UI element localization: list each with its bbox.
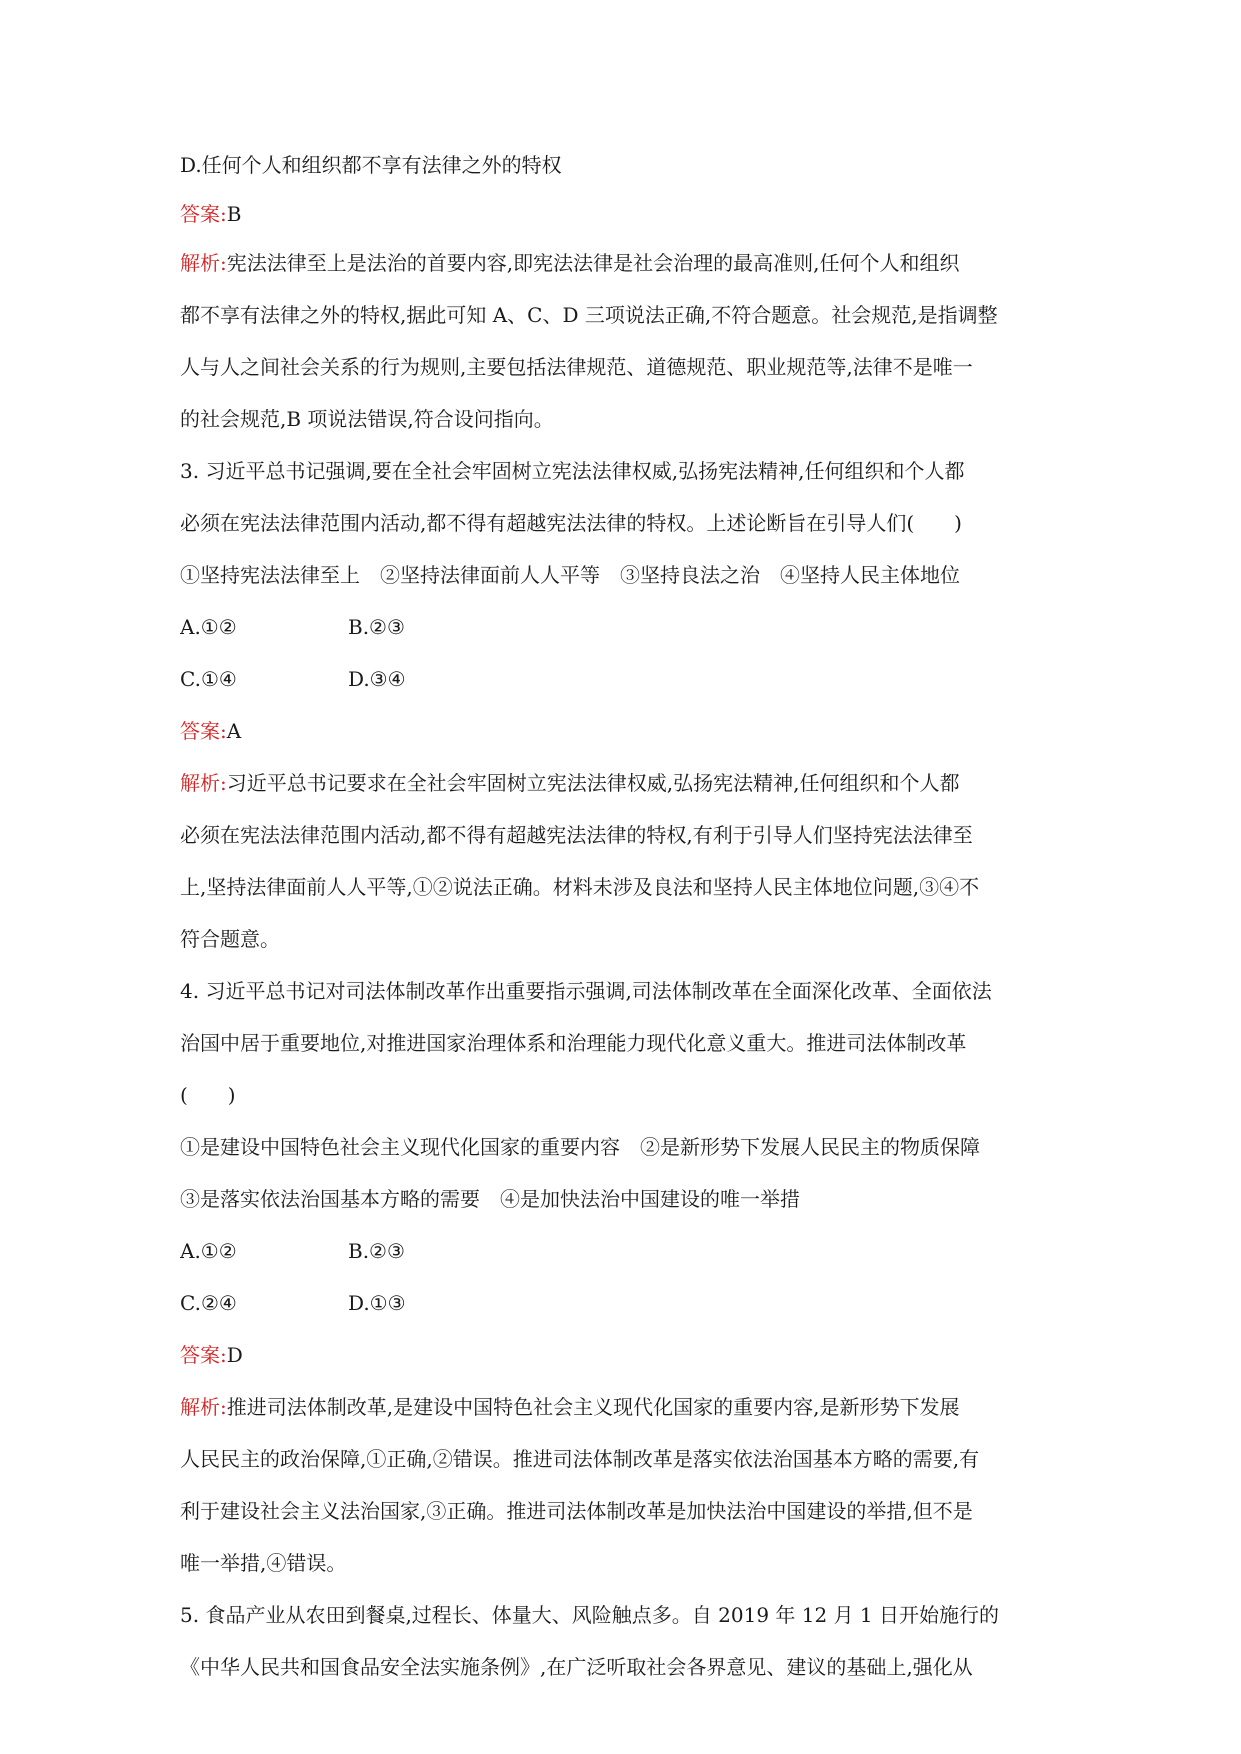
q2-analysis-line: 人与人之间社会关系的行为规则,主要包括法律规范、道德规范、职业规范等,法律不是唯一 [180, 355, 973, 379]
q5-stem-line: 《中华人民共和国食品安全法实施条例》,在广泛听取社会各界意见、建议的基础上,强化从 [180, 1655, 973, 1679]
q4-analysis-line: 唯一举措,④错误。 [180, 1551, 347, 1575]
q3-analysis-line: 上,坚持法律面前人人平等,①②说法正确。材料未涉及良法和坚持人民主体地位问题,③④不 [180, 875, 980, 899]
q4-option-a: A.①② [180, 1239, 237, 1263]
q4-options-row [180, 1288, 1080, 1318]
answer-value: B [226, 202, 242, 226]
q4-answer [180, 1340, 1080, 1370]
q3-stem-line: 必须在宪法法律范围内活动,都不得有超越宪法法律的特权。上述论断旨在引导人们( ) [180, 511, 962, 535]
q3-analysis-line: 解析:习近平总书记要求在全社会牢固树立宪法法律权威,弘扬宪法精神,任何组织和个人都 [180, 771, 960, 795]
q2-option-d: D.任何个人和组织都不享有法律之外的特权 [180, 153, 562, 177]
analysis-label: 解析: [180, 251, 227, 275]
answer-label: 答案: [180, 719, 227, 743]
q3-option-b: B.②③ [348, 615, 405, 639]
q2-analysis-line: 都不享有法律之外的特权,据此可知 A、C、D 三项说法正确,不符合题意。社会规范,是指调整 [180, 303, 998, 327]
q3-analysis-line: 必须在宪法法律范围内活动,都不得有超越宪法法律的特权,有利于引导人们坚持宪法法律至 [180, 823, 973, 847]
q4-analysis-line: 解析:推进司法体制改革,是建设中国特色社会主义现代化国家的重要内容,是新形势下发展 [180, 1395, 960, 1419]
answer-label: 答案: [180, 1343, 227, 1367]
q3-option-d: D.③④ [348, 667, 406, 691]
q2-analysis-line: 解析:宪法法律至上是法治的首要内容,即宪法法律是社会治理的最高准则,任何个人和组织 [180, 251, 960, 275]
answer-value: D [226, 1343, 243, 1367]
q3-statements: ①坚持宪法法律至上 ②坚持法律面前人人平等 ③坚持良法之治 ④坚持人民主体地位 [180, 563, 960, 587]
analysis-label: 解析: [180, 771, 227, 795]
q4-statement-line: ①是建设中国特色社会主义现代化国家的重要内容 ②是新形势下发展人民民主的物质保障 [180, 1135, 980, 1159]
answer-label: 答案: [180, 202, 227, 226]
document-content [180, 150, 1080, 1682]
q4-stem-line: 治国中居于重要地位,对推进国家治理体系和治理能力现代化意义重大。推进司法体制改革 [180, 1031, 967, 1055]
analysis-label: 解析: [180, 1395, 227, 1419]
q4-stem-line: ( ) [180, 1083, 236, 1107]
q4-analysis-line: 人民民主的政治保障,①正确,②错误。推进司法体制改革是落实依法治国基本方略的需要,有 [180, 1447, 980, 1471]
q3-options-row [180, 612, 1080, 642]
q4-option-c: C.②④ [180, 1291, 237, 1315]
q3-answer [180, 716, 1080, 746]
answer-value: A [226, 719, 242, 743]
q4-options-row [180, 1236, 1080, 1266]
q3-options-row [180, 664, 1080, 694]
q4-statement-line: ③是落实依法治国基本方略的需要 ④是加快法治中国建设的唯一举措 [180, 1187, 800, 1211]
q4-analysis-line: 利于建设社会主义法治国家,③正确。推进司法体制改革是加快法治中国建设的举措,但不是 [180, 1499, 973, 1523]
q4-option-d: D.①③ [348, 1291, 406, 1315]
q4-option-b: B.②③ [348, 1239, 405, 1263]
q3-stem-line: 3. 习近平总书记强调,要在全社会牢固树立宪法法律权威,弘扬宪法精神,任何组织和个人都 [180, 459, 965, 483]
q3-analysis-line: 符合题意。 [180, 927, 280, 951]
q2-answer [180, 199, 1080, 229]
q4-stem-line: 4. 习近平总书记对司法体制改革作出重要指示强调,司法体制改革在全面深化改革、全面依法 [180, 979, 992, 1003]
q3-option-a: A.①② [180, 615, 237, 639]
q5-stem-line: 5. 食品产业从农田到餐桌,过程长、体量大、风险触点多。自 2019 年 12 月 1 日开始施行的 [180, 1603, 1000, 1627]
q3-option-c: C.①④ [180, 667, 237, 691]
q2-analysis-line: 的社会规范,B 项说法错误,符合设问指向。 [180, 407, 554, 431]
